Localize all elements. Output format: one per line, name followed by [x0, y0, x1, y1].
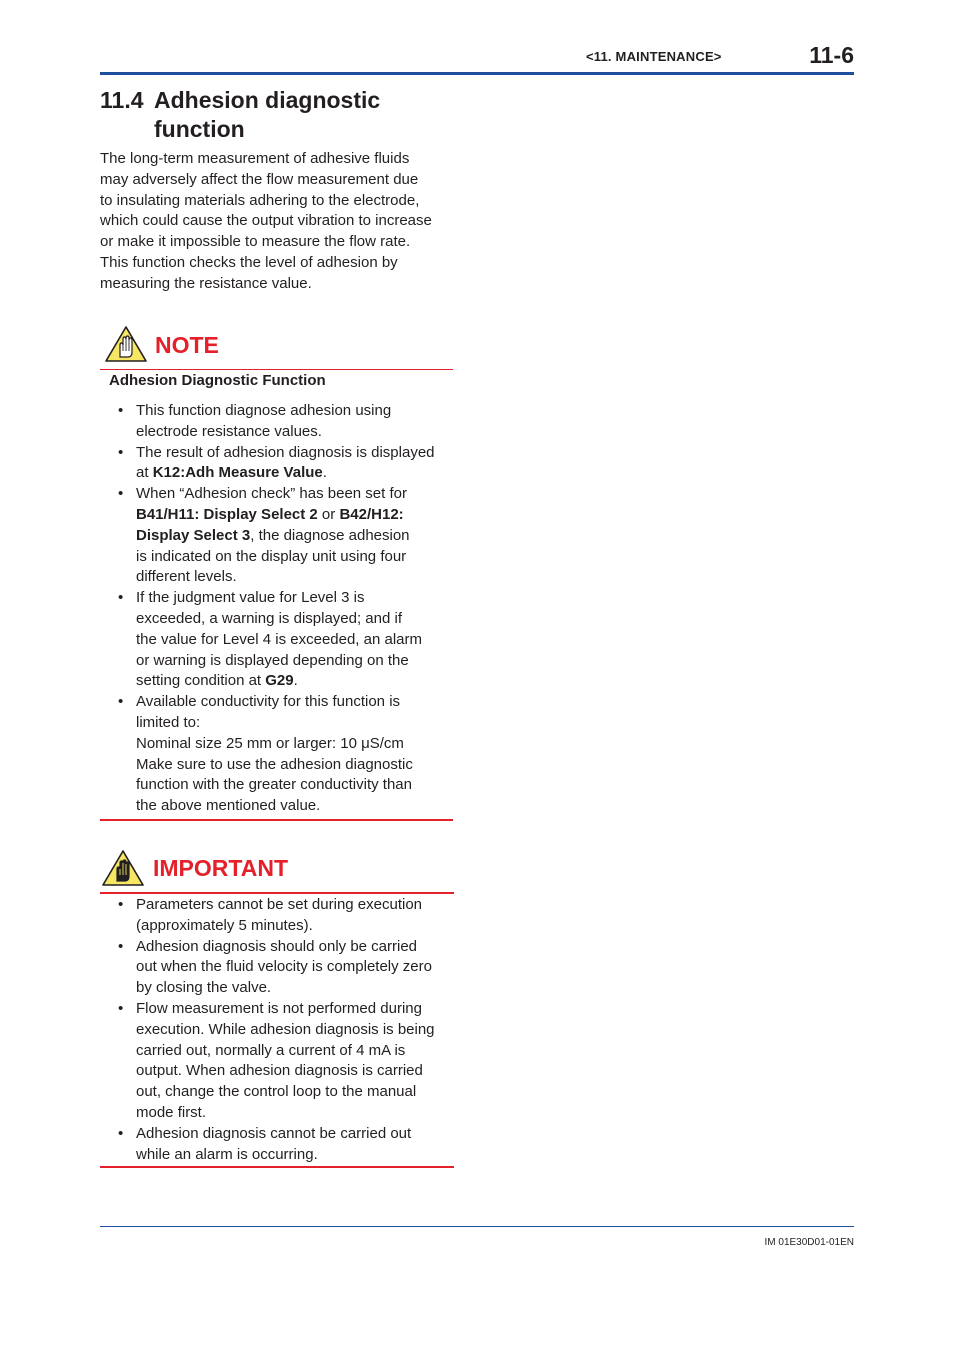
caution-hand-icon — [101, 849, 145, 887]
list-item: • Adhesion diagnosis cannot be carried out while an alarm is occurring. — [136, 1124, 451, 1166]
page-number: 11-6 — [809, 42, 854, 68]
important-bullet-list — [136, 895, 451, 1165]
intro-line: may adversely affect the flow measurement due — [100, 170, 419, 188]
parameter-ref: Display Select 3 — [136, 526, 251, 544]
section-number: 11.4 — [100, 87, 144, 113]
caution-hand-icon — [104, 325, 148, 363]
parameter-ref: B42/H12: — [339, 505, 404, 523]
list-item: • The result of adhesion diagnosis is displayed at K12:Adh Measure Value. — [136, 443, 451, 485]
note-bullet-list — [136, 401, 451, 817]
intro-line: or make it impossible to measure the flow rate. — [100, 233, 411, 251]
important-top-rule — [100, 892, 454, 894]
note-label: NOTE — [155, 332, 219, 358]
footer-rule — [100, 1226, 854, 1227]
parameter-ref: K12:Adh Measure Value — [152, 464, 323, 482]
header-rule — [100, 72, 854, 75]
note-subtitle: Adhesion Diagnostic Function — [109, 372, 326, 389]
list-item: • Available conductivity for this function is limited to: Nominal size 25 mm or larger: 10 μS/cm Make sure to use the adhesion diagnostic function with the greater conductivity than the above mentioned value. — [136, 692, 451, 817]
intro-line: The long-term measurement of adhesive fluids — [100, 150, 410, 167]
document-number: IM 01E30D01-01EN — [764, 1237, 854, 1248]
parameter-ref: B41/H11: Display Select 2 — [136, 505, 318, 523]
list-item: • Adhesion diagnosis should only be carried out when the fluid velocity is completely zero by closing the valve. — [136, 937, 451, 999]
running-header-section: <11. MAINTENANCE> — [586, 49, 722, 64]
list-item: • If the judgment value for Level 3 is exceeded, a warning is displayed; and if the value for Level 4 is exceeded, an alarm or warning is displayed depending on the setting condition at G29. — [136, 588, 451, 692]
important-bottom-rule — [100, 1166, 454, 1168]
parameter-ref: G29 — [265, 672, 294, 690]
intro-paragraph — [100, 149, 445, 295]
intro-line: This function checks the level of adhesion by — [100, 253, 398, 271]
list-item: • Parameters cannot be set during execution (approximately 5 minutes). — [136, 895, 451, 937]
note-top-rule — [100, 369, 453, 370]
section-title: Adhesion diagnostic function — [154, 87, 381, 142]
list-item: • Flow measurement is not performed during execution. While adhesion diagnosis is being carried out, normally a current of 4 mA is output. When adhesion diagnosis is carried out, change the control loop to the manual mode first. — [136, 999, 451, 1124]
intro-line: measuring the resistance value. — [100, 274, 312, 292]
list-item: • When “Adhesion check” has been set for B41/H11: Display Select 2 or B42/H12: Display Select 3, the diagnose adhesion is indicated on the display unit using four different levels. — [136, 484, 451, 588]
important-label: IMPORTANT — [153, 855, 289, 881]
intro-line: which could cause the output vibration to increase — [100, 212, 432, 230]
list-item: • This function diagnose adhesion using electrode resistance values. — [136, 401, 451, 443]
note-bottom-rule — [100, 819, 453, 821]
intro-line: to insulating materials adhering to the electrode, — [100, 191, 420, 209]
